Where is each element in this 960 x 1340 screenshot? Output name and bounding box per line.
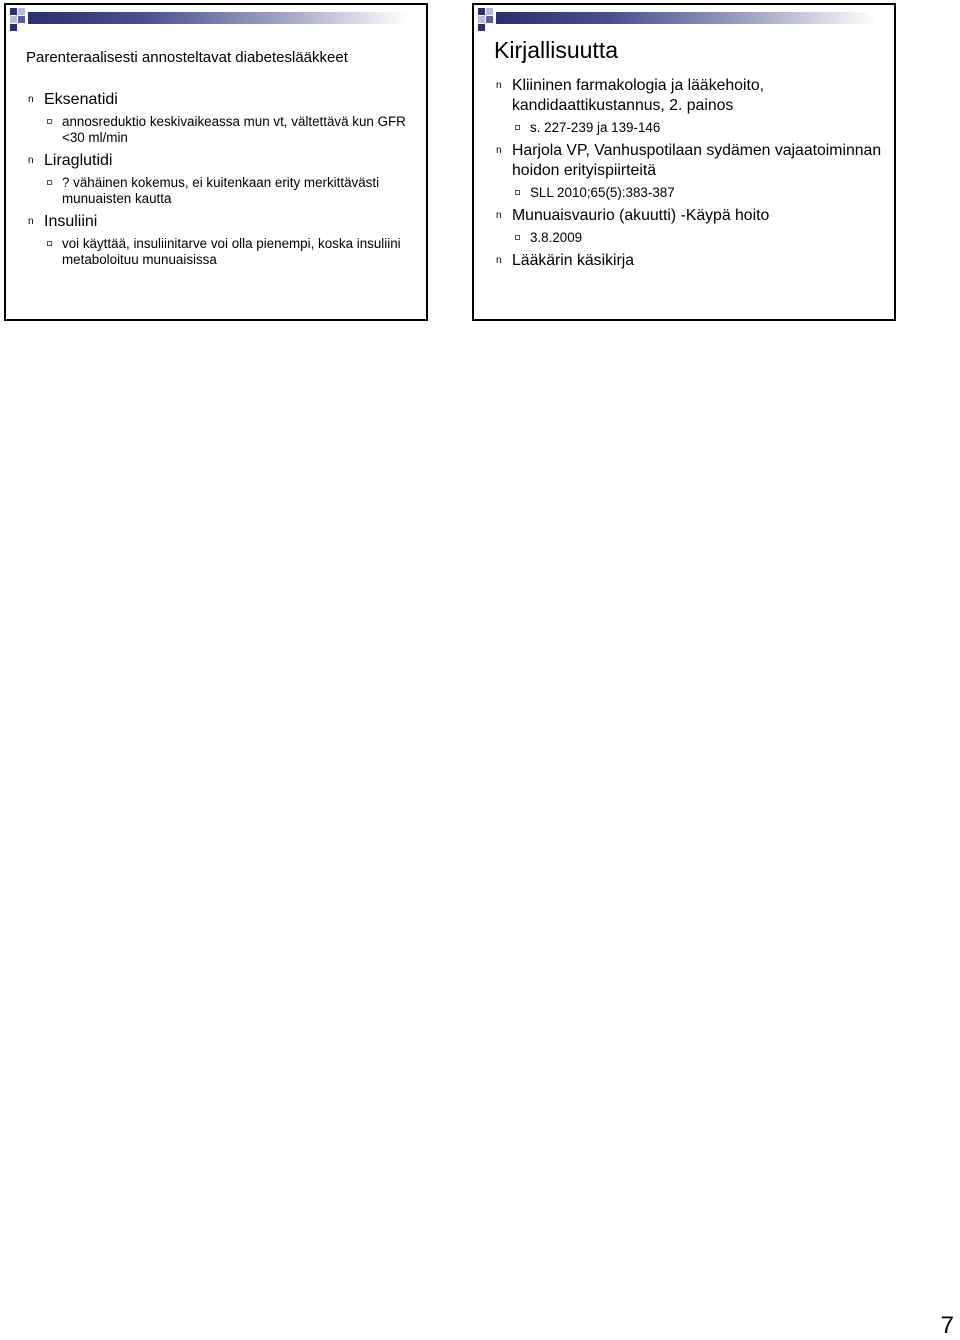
sub-list-item	[512, 185, 882, 201]
bullet-icon: n	[28, 155, 34, 166]
sub-list-item	[512, 120, 882, 136]
list-item	[26, 90, 414, 110]
deco-square	[10, 8, 17, 15]
list-item-label: Eksenatidi	[44, 91, 118, 108]
bullet-list	[494, 76, 882, 271]
list-item-label: Insuliini	[44, 213, 98, 230]
bullet-list	[26, 90, 414, 268]
bullet-icon: n	[496, 80, 502, 91]
deco-square	[10, 24, 17, 31]
list-item-label: Lääkärin käsikirja	[512, 252, 635, 269]
slide-content	[494, 37, 882, 271]
deco-bar	[496, 12, 876, 24]
deco-square	[478, 8, 485, 15]
sub-item-text: s. 227-239 ja 139-146	[530, 120, 661, 135]
list-item	[494, 141, 882, 181]
slide-content	[26, 49, 414, 268]
list-item	[26, 151, 414, 171]
list-item	[494, 206, 882, 226]
sub-bullet-icon	[47, 180, 52, 185]
sub-item-text: ? vähäinen kokemus, ei kuitenkaan erity merkittävästi munuaisten kautta	[62, 175, 380, 206]
sub-item-text: SLL 2010;65(5):383-387	[530, 185, 675, 200]
slide-title: Kirjallisuutta	[494, 37, 618, 63]
list-item-label: Kliininen farmakologia ja lääkehoito, kandidaattikustannus, 2. painos	[512, 77, 765, 114]
sub-bullet-icon	[515, 190, 520, 195]
bullet-icon: n	[496, 145, 502, 156]
list-item-label: Munuaisvaurio (akuutti) -Käypä hoito	[512, 207, 770, 224]
bullet-icon: n	[28, 216, 34, 227]
bullet-icon: n	[496, 210, 502, 221]
deco-square	[478, 16, 485, 23]
sub-bullet-icon	[47, 119, 52, 124]
deco-square	[18, 16, 25, 23]
sub-list-item	[44, 114, 414, 146]
page-number: 7	[940, 1312, 954, 1339]
sub-list-item	[44, 236, 414, 268]
list-item	[494, 251, 882, 271]
sub-bullet-icon	[47, 241, 52, 246]
deco-square	[478, 24, 485, 31]
list-item-label: Liraglutidi	[44, 152, 113, 169]
sub-item-text: annosreduktio keskivaikeassa mun vt, vältettävä kun GFR <30 ml/min	[62, 114, 406, 145]
list-item	[26, 212, 414, 232]
bullet-icon: n	[496, 255, 502, 266]
slide-1	[4, 3, 428, 321]
slide-2	[472, 3, 896, 321]
sub-item-text: 3.8.2009	[530, 230, 583, 245]
deco-bar	[28, 12, 408, 24]
sub-list-item	[512, 230, 882, 246]
sub-item-text: voi käyttää, insuliinitarve voi olla pienempi, koska insuliini metaboloituu munuaisissa	[62, 236, 401, 267]
list-item-label: Harjola VP, Vanhuspotilaan sydämen vajaatoiminnan hoidon erityispiirteitä	[512, 142, 882, 179]
deco-square	[486, 16, 493, 23]
deco-square	[10, 16, 17, 23]
bullet-icon: n	[28, 94, 34, 105]
sub-bullet-icon	[515, 125, 520, 130]
slide-header-decoration	[6, 5, 426, 45]
sub-bullet-icon	[515, 235, 520, 240]
deco-square	[486, 8, 493, 15]
deco-square	[18, 8, 25, 15]
list-item	[494, 76, 882, 116]
sub-list-item	[44, 175, 414, 207]
slide-title: Parenteraalisesti annosteltavat diabeteslääkkeet	[26, 49, 348, 66]
